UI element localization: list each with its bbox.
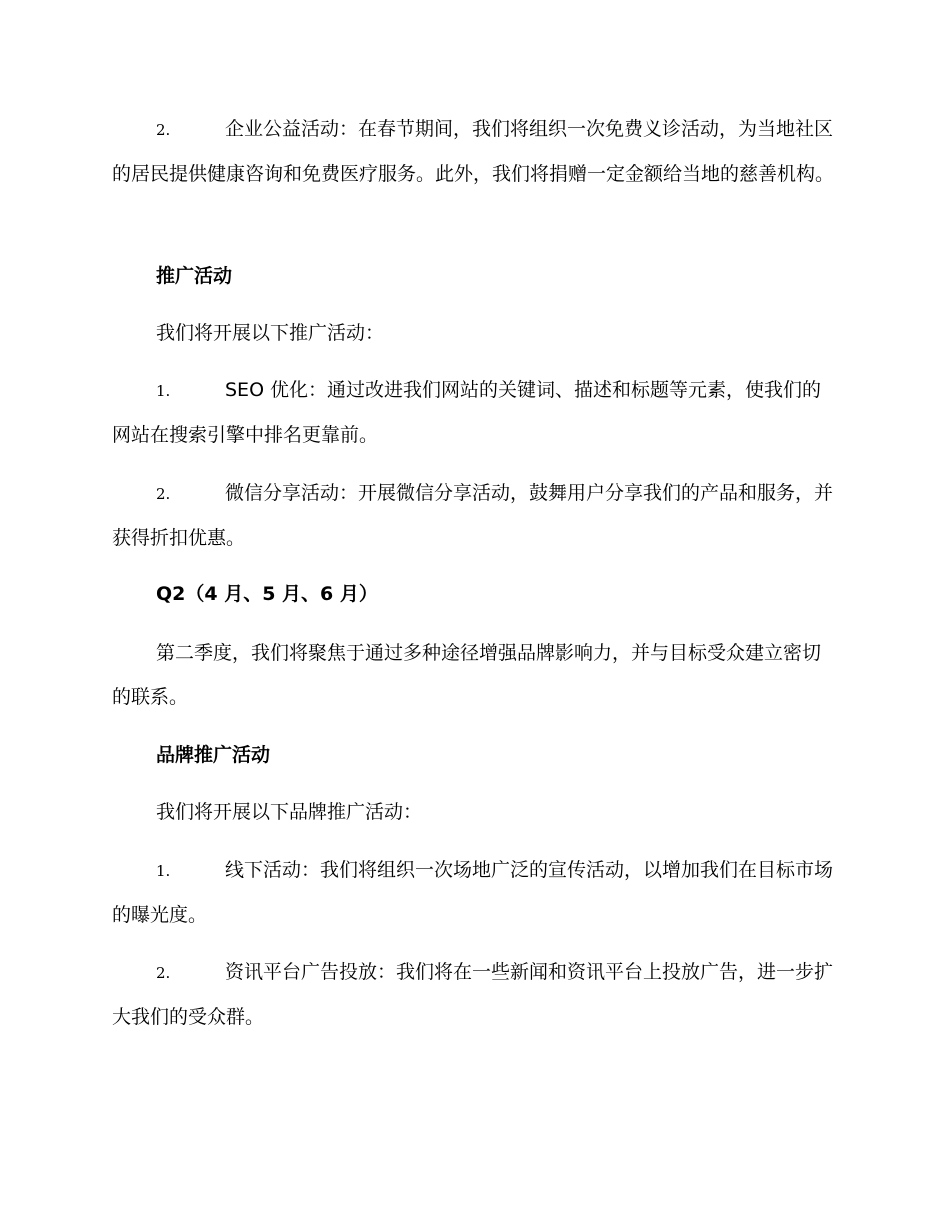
list-number: 1. — [156, 382, 171, 400]
list-number: 2. — [156, 485, 171, 503]
list-item-charity — [112, 107, 834, 196]
list-item-offline — [112, 848, 834, 937]
list-number: 2. — [156, 121, 171, 139]
list-item-wechat — [112, 471, 834, 560]
list-item-text: SEO 优化：通过改进我们网站的关键词、描述和标题等元素，使我们的网站在搜索引擎中排名更靠前。 — [112, 379, 822, 446]
list-item-text: 微信分享活动：开展微信分享活动，鼓舞用户分享我们的产品和服务，并获得折扣优惠。 — [112, 482, 834, 549]
promotion-intro: 我们将开展以下推广活动： — [156, 322, 385, 344]
list-item-ads — [112, 950, 834, 1039]
brand-intro: 我们将开展以下品牌推广活动： — [156, 801, 423, 823]
list-item-text: 资讯平台广告投放：我们将在一些新闻和资讯平台上投放广告，进一步扩大我们的受众群。 — [112, 961, 834, 1028]
section-heading-brand: 品牌推广活动 — [156, 744, 271, 766]
q2-paragraph: 第二季度，我们将聚焦于通过多种途径增强品牌影响力，并与目标受众建立密切的联系。 — [112, 642, 822, 708]
list-item-seo — [112, 368, 834, 457]
list-item-text: 企业公益活动：在春节期间，我们将组织一次免费义诊活动，为当地社区的居民提供健康咨询和免费医疗服务。此外，我们将捐赠一定金额给当地的慈善机构。 — [112, 118, 835, 185]
section-heading-promotion: 推广活动 — [156, 265, 233, 287]
list-number: 1. — [156, 862, 171, 880]
section-heading-q2: Q2（4 月、5 月、6 月） — [156, 583, 378, 605]
list-item-text: 线下活动：我们将组织一次场地广泛的宣传活动，以增加我们在目标市场的曝光度。 — [112, 859, 834, 926]
list-number: 2. — [156, 964, 171, 982]
